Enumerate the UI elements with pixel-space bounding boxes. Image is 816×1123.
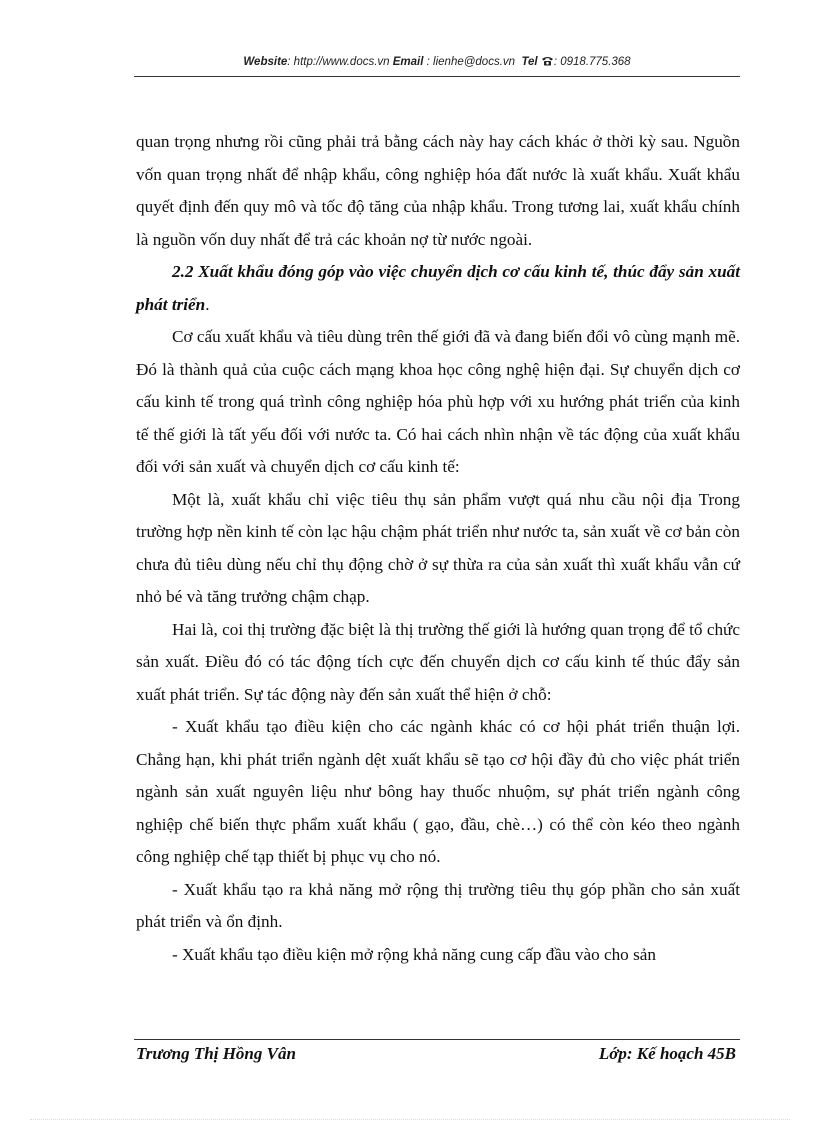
- document-body: [136, 126, 740, 971]
- bullet-market-expansion: - Xuất khẩu tạo ra khả năng mở rộng thị trường tiêu thụ góp phần cho sản xuất phát triển và ổn định.: [136, 879, 740, 931]
- bullet-input-supply: - Xuất khẩu tạo điều kiện mở rộng khả năng cung cấp đầu vào cho sản: [172, 944, 656, 964]
- paragraph-continuation: quan trọng nhưng rồi cũng phải trả bằng cách này hay cách khác ở thời kỳ sau. Nguồn vốn quan trọng nhất để nhập khẩu, công nghiệp hóa đất nước là xuất khẩu. Xuất khẩu quyết định đến quy mô và tốc độ tăng của nhập khẩu. Trong tương lai, xuất khẩu chính là nguồn vốn duy nhất để trả các khoản nợ từ nước ngoài.: [136, 132, 740, 249]
- phone-icon: [541, 56, 554, 66]
- section-heading: [136, 256, 740, 321]
- header-divider: [134, 76, 740, 77]
- bullet-other-industries: - Xuất khẩu tạo điều kiện cho các ngành khác có cơ hội phát triển thuận lợi. Chẳng hạn, khi phát triển ngành dệt xuất khẩu sẽ tạo cơ hội đầy đủ cho việc phát triển ngành sản xuất nguyên liệu như bông hay thuốc nhuộm, sự phát triển ngành công nghiệp chế biến thực phẩm xuất khẩu ( gạo, đầu, chè…) có thể còn kéo theo ngành công nghiệp chế tạp thiết bị phục vụ cho nó.: [136, 717, 740, 866]
- paragraph-view-two: Hai là, coi thị trường đặc biệt là thị trường thế giới là hướng quan trọng để tổ chức sản xuất. Điều đó có tác động tích cực đến chuyển dịch cơ cấu kinh tế thúc đẩy sản xuất phát triển. Sự tác động này đến sản xuất thể hiện ở chỗ:: [136, 619, 740, 704]
- email-label: Email: [392, 56, 424, 68]
- page-header: [134, 56, 740, 68]
- footer-class: Lớp: Kế hoạch 45B: [598, 1044, 736, 1063]
- paragraph-view-one: Một là, xuất khẩu chỉ việc tiêu thụ sản phẩm vượt quá nhu cầu nội địa Trong trường hợp nền kinh tế còn lạc hậu chậm phát triển như nước ta, sản xuất về cơ bản còn chưa đủ tiêu dùng nếu chỉ thụ động chờ ở sự thừa ra của sản xuất thì xuất khẩu vẫn cứ nhỏ bé và tăng trưởng chậm chạp.: [136, 489, 740, 606]
- website-label: Website: [243, 56, 288, 68]
- section-heading-period: .: [205, 294, 210, 314]
- paragraph-structure-change: Cơ cấu xuất khẩu và tiêu dùng trên thế giới đã và đang biến đổi vô cùng mạnh mẽ. Đó là thành quả của cuộc cách mạng khoa học công nghệ hiện đại. Sự chuyển dịch cơ cấu kinh tế trong quá trình công nghiệp hóa phù hợp với xu hướng phát triển của kinh tế thế giới là tất yếu đối với nước ta. Có hai cách nhìn nhận về tác động của xuất khẩu đối với sản xuất và chuyển dịch cơ cấu kinh tế:: [136, 327, 740, 476]
- section-heading-text: 2.2 Xuất khẩu đóng góp vào việc chuyển dịch cơ cấu kinh tế, thúc đẩy sản xuất phát triển: [136, 262, 740, 314]
- footer-divider: [134, 1039, 740, 1040]
- website-value[interactable]: : http://www.docs.vn: [287, 56, 390, 68]
- page-edge-divider: [30, 1119, 790, 1120]
- tel-value: : 0918.775.368: [553, 56, 631, 68]
- tel-label: Tel: [521, 56, 538, 68]
- footer-author: Trương Thị Hồng Vân: [136, 1044, 296, 1063]
- page-footer: [136, 1044, 736, 1064]
- email-value[interactable]: : lienhe@docs.vn: [423, 56, 516, 68]
